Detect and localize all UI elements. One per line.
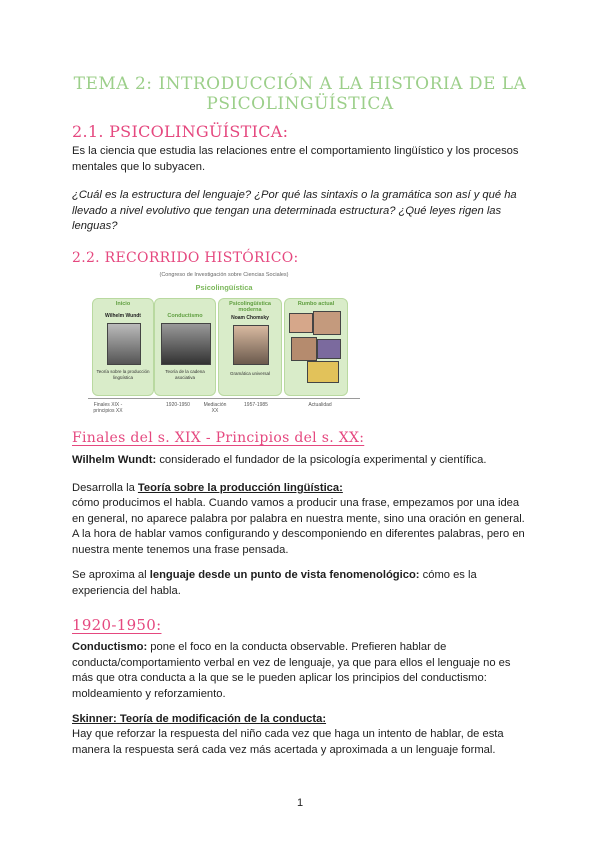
timeline-label: Mediación XX xyxy=(203,402,227,414)
conductismo-label: Conductismo: xyxy=(72,641,148,653)
timeline-label: 1957-1985 xyxy=(244,402,268,408)
conductismo-paragraph xyxy=(72,640,532,702)
page-title: TEMA 2: INTRODUCCIÓN A LA HISTORIA DE LA PSICOLINGÜÍSTICA xyxy=(73,74,527,114)
timeline-label: Finales XIX - principios XX xyxy=(93,402,123,414)
conductismo-text: pone el foco en la conducta observable. Prefieren hablar de conducta/comportamiento verbal en vez de lenguaje, ya que para ellos el lenguaje no es más que otra conducta a la que se le pueden aplicar los principios del conductismo: moldeamiento y reforzamiento. xyxy=(72,641,511,700)
development-paragraph: cómo producimos el habla. Cuando vamos a producir una frase, empezamos por una idea en general, no aparece palabra por palabra en nuestra mente, sino una oración en general. A la hora de hablar vamos configurando y descomponiendo en diferentes palabras, pero en nuestra mente tenemos una frase pensada. xyxy=(72,497,525,556)
panel-sub: Wilhelm Wundt xyxy=(105,313,141,319)
skinner-label: Skinner: Teoría de modificación de la conducta: xyxy=(72,713,327,725)
panel-foot: Gramática universal xyxy=(229,371,270,376)
figure-caption: (Congreso de Investigación sobre Ciencias Sociales) xyxy=(159,272,289,278)
section-heading-finales-xix: Finales del s. XIX - Principios del s. XX: xyxy=(72,430,365,446)
section-heading-psicolinguistica: 2.1. PSICOLINGÜÍSTICA: xyxy=(72,122,289,141)
chomsky-portrait-photo xyxy=(233,325,269,365)
collage-photo-1 xyxy=(289,313,313,333)
approach-paragraph xyxy=(72,568,532,599)
panel-inicio xyxy=(92,298,154,396)
collage-photo-2 xyxy=(313,311,341,335)
wundt-paragraph xyxy=(72,453,532,469)
skinner-heading xyxy=(72,712,532,728)
skinner-paragraph: Hay que reforzar la respuesta del niño cada vez que haga un intento de hablar, de esta manera la respuesta será cada vez más acertada y aproximada a un lenguaje formal. xyxy=(72,728,504,756)
figure-title: Psicolingüística xyxy=(195,283,253,292)
panel-header: Inicio xyxy=(115,301,131,307)
panel-foot: Teoría de la cadena asociativa xyxy=(165,369,205,380)
wundt-label: Wilhelm Wundt: xyxy=(72,454,157,466)
panel-foot: Teoría sobre la producción lingüística xyxy=(96,369,150,380)
panel-psicolinguistica-moderna xyxy=(218,298,282,396)
development-theory: Teoría sobre la producción lingüística: xyxy=(137,482,343,494)
approach-text: cómo es la experiencia del habla. xyxy=(72,569,477,597)
history-timeline-figure xyxy=(88,272,360,422)
definition-paragraph: Es la ciencia que estudia las relaciones entre el comportamiento lingüístico y los procesos mentales que lo subyacen. xyxy=(72,145,519,173)
panel-header: Psicolingüística moderna xyxy=(229,301,271,313)
conductismo-photo xyxy=(161,323,211,365)
section-heading-recorrido: 2.2. RECORRIDO HISTÓRICO: xyxy=(72,250,299,266)
timeline-label: Actualidad xyxy=(308,402,332,408)
wundt-portrait-photo xyxy=(107,323,141,365)
collage-photo-4 xyxy=(317,339,341,359)
development-line xyxy=(72,481,532,497)
development-prefix: Desarrolla la xyxy=(72,482,138,494)
timeline-axis xyxy=(88,398,360,399)
section-heading-1920-1950: 1920-1950: xyxy=(72,616,162,634)
collage-photo-3 xyxy=(291,337,317,361)
panel-sub: Noam Chomsky xyxy=(231,315,269,321)
panel-rumbo-actual xyxy=(284,298,348,396)
panel-header: Rumbo actual xyxy=(297,301,335,307)
page-number: 1 xyxy=(296,797,304,809)
questions-paragraph: ¿Cuál es la estructura del lenguaje? ¿Por qué las sintaxis o la gramática son así y qué ha llevado a nivel evolutivo que tengan una determinada estructura? ¿Qué leyes rigen las lenguas? xyxy=(72,189,517,232)
panel-header: Conductismo xyxy=(167,313,203,319)
timeline-label: 1920-1950 xyxy=(166,402,190,408)
panel-conductismo xyxy=(154,298,216,396)
wundt-text: considerado el fundador de la psicología experimental y científica. xyxy=(156,454,487,466)
approach-bold: lenguaje desde un punto de vista fenomenológico: xyxy=(149,569,420,581)
collage-photo-5 xyxy=(307,361,339,383)
approach-prefix: Se aproxima al xyxy=(72,569,150,581)
